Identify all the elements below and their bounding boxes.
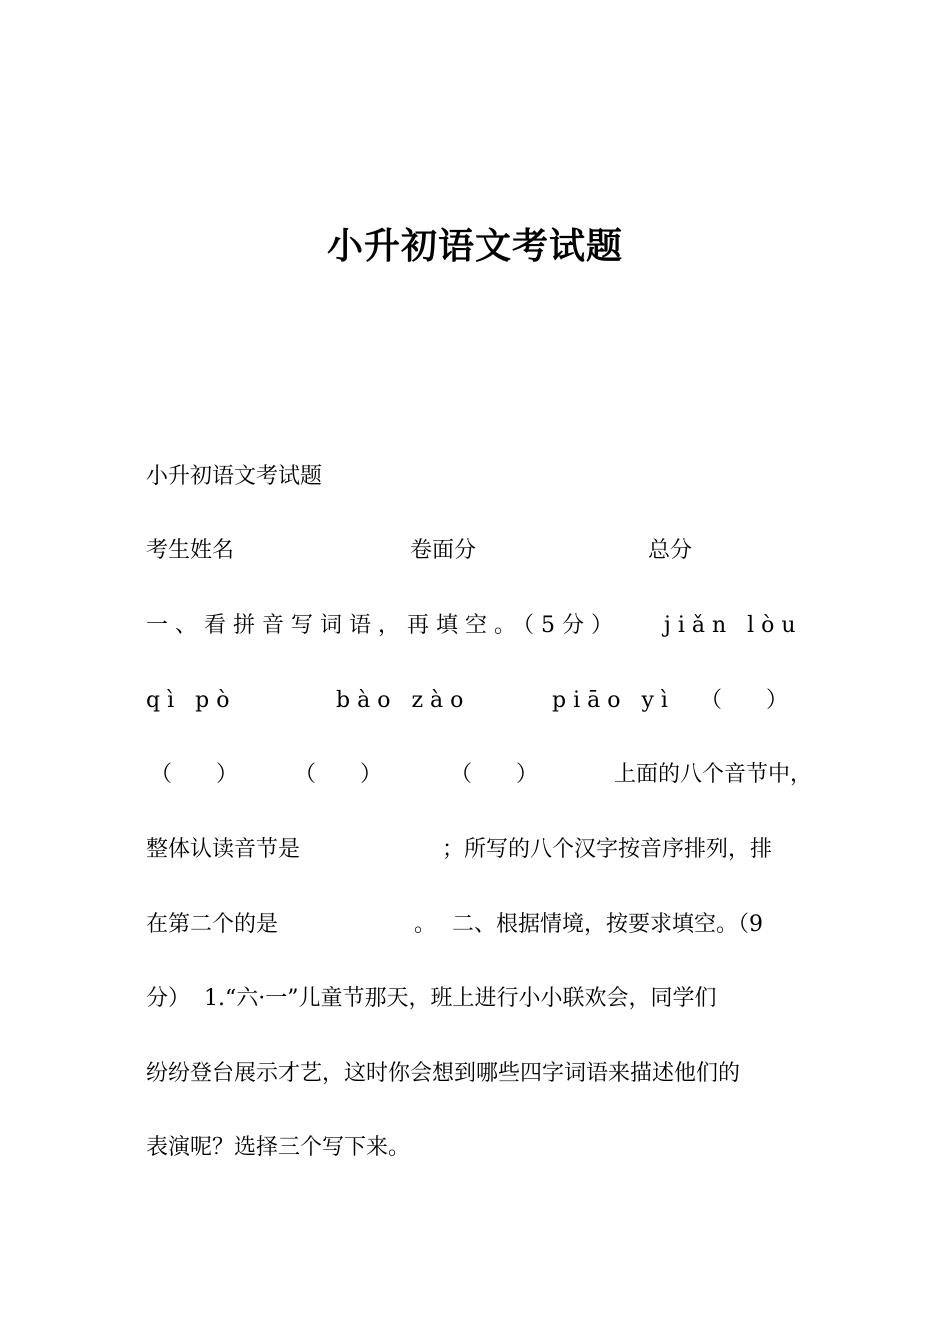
pinyin-jian-lou: jiǎn lòu — [664, 613, 803, 638]
question-1-line-1: 1.“六·一”儿童节那天，班上进行小小联欢会，同学们 — [204, 986, 717, 1011]
section1-text-5: 。 — [414, 912, 437, 937]
section1-text-3: ；所写的八个汉字按音序排列，排 — [442, 837, 773, 862]
document-heading: 小升初语文考试题 — [326, 226, 623, 267]
answer-blank-3: （ ） — [294, 762, 383, 787]
total-score-label: 总分 — [648, 538, 693, 563]
pinyin-piao-yi: piāo yì — [552, 688, 675, 713]
pinyin-bao-zao: bào zào — [336, 688, 471, 713]
section1-text-2: 整体认读音节是 — [146, 837, 301, 862]
section2-instruction-cont: 分） — [146, 986, 191, 1011]
section1-instruction: 一、看拼音写词语，再填空。（5分） — [146, 613, 620, 638]
pinyin-qi-po: qì pò — [146, 688, 237, 713]
paper-score-label: 卷面分 — [410, 538, 477, 563]
answer-blank-2: （ ） — [150, 762, 239, 787]
document-subtitle: 小升初语文考试题 — [146, 464, 323, 489]
answer-blank-1: （ ） — [700, 688, 789, 713]
section1-text-1: 上面的八个音节中， — [614, 762, 813, 787]
section2-instruction: 二、根据情境，按要求填空。（9 — [452, 912, 763, 937]
answer-blank-4: （ ） — [450, 762, 539, 787]
name-label: 考生姓名 — [146, 538, 235, 563]
section1-text-4: 在第二个的是 — [146, 912, 279, 937]
question-1-line-3: 表演呢？选择三个写下来。 — [146, 1135, 411, 1160]
question-1-line-2: 纷纷登台展示才艺，这时你会想到哪些四字词语来描述他们的 — [146, 1061, 741, 1086]
